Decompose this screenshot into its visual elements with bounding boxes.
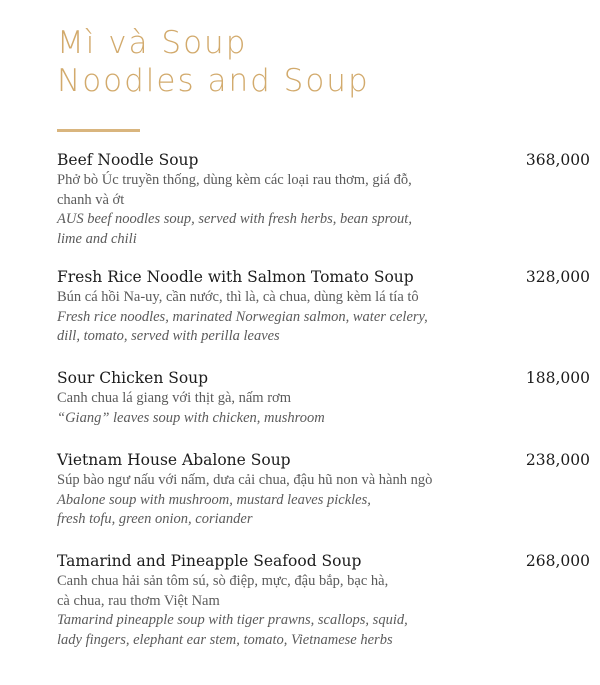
menu-item-name: Tamarind and Pineapple Seafood Soup	[57, 552, 362, 570]
menu-item-price: 268,000	[525, 552, 590, 570]
description-line: chanh và ớt	[57, 191, 125, 208]
description-line: dill, tomato, served with perilla leaves	[57, 328, 280, 344]
menu-item-description-vietnamese	[57, 171, 507, 210]
menu-item-name: Vietnam House Abalone Soup	[57, 451, 291, 469]
description-line: Canh chua hải sản tôm sú, sò điệp, mực, đậu bắp, bạc hà,	[57, 573, 389, 589]
menu-item-price: 328,000	[525, 268, 590, 286]
menu-item-beef-noodle-soup	[57, 150, 590, 249]
description-line: lady fingers, elephant ear stem, tomato, Vietnamese herbs	[57, 631, 393, 648]
menu-item-description-english	[57, 308, 507, 347]
menu-item-abalone-soup	[57, 450, 590, 530]
menu-item-description-english	[57, 210, 507, 249]
description-line: Abalone soup with mushroom, mustard leaves pickles,	[57, 491, 371, 508]
menu-item-description-english	[57, 611, 507, 650]
description-line: fresh tofu, green onion, coriander	[57, 511, 253, 527]
section-title-english: Noodles and Soup	[57, 63, 370, 99]
menu-item-sour-chicken-soup	[57, 368, 590, 428]
menu-item-description-vietnamese	[57, 288, 507, 308]
menu-item-name: Fresh Rice Noodle with Salmon Tomato Soup	[57, 268, 414, 286]
description-line: “Giang” leaves soup with chicken, mushroom	[57, 409, 325, 426]
description-line: Fresh rice noodles, marinated Norwegian salmon, water celery,	[57, 308, 428, 325]
title-divider	[57, 129, 140, 132]
section-title-vietnamese: Mì và Soup	[57, 25, 248, 61]
menu-item-name: Beef Noodle Soup	[57, 151, 199, 169]
menu-item-description-english	[57, 409, 507, 429]
menu-item-price: 368,000	[525, 151, 590, 169]
menu-item-name: Sour Chicken Soup	[57, 369, 209, 387]
menu-item-description-vietnamese	[57, 572, 507, 611]
menu-item-tamarind-seafood-soup	[57, 551, 590, 650]
menu-item-description-vietnamese	[57, 389, 507, 409]
description-line: cà chua, rau thơm Việt Nam	[57, 592, 220, 609]
menu-item-price: 188,000	[525, 369, 590, 387]
description-line: AUS beef noodles soup, served with fresh herbs, bean sprout,	[57, 211, 412, 227]
menu-item-description-english	[57, 491, 507, 530]
description-line: Bún cá hồi Na-uy, cần nước, thì là, cà chua, dùng kèm lá tía tô	[57, 289, 419, 305]
section-title	[57, 24, 370, 100]
menu-item-description-vietnamese	[57, 471, 507, 491]
description-line: Tamarind pineapple soup with tiger prawns, scallops, squid,	[57, 612, 408, 628]
description-line: Canh chua lá giang với thịt gà, nấm rơm	[57, 390, 291, 406]
menu-item-salmon-tomato-soup	[57, 267, 590, 347]
menu-item-price: 238,000	[525, 451, 590, 469]
description-line: lime and chili	[57, 230, 137, 247]
description-line: Phở bò Úc truyền thống, dùng kèm các loại rau thơm, giá đỗ,	[57, 172, 412, 188]
description-line: Súp bào ngư nấu với nấm, dưa cải chua, đậu hũ non và hành ngò	[57, 472, 433, 488]
